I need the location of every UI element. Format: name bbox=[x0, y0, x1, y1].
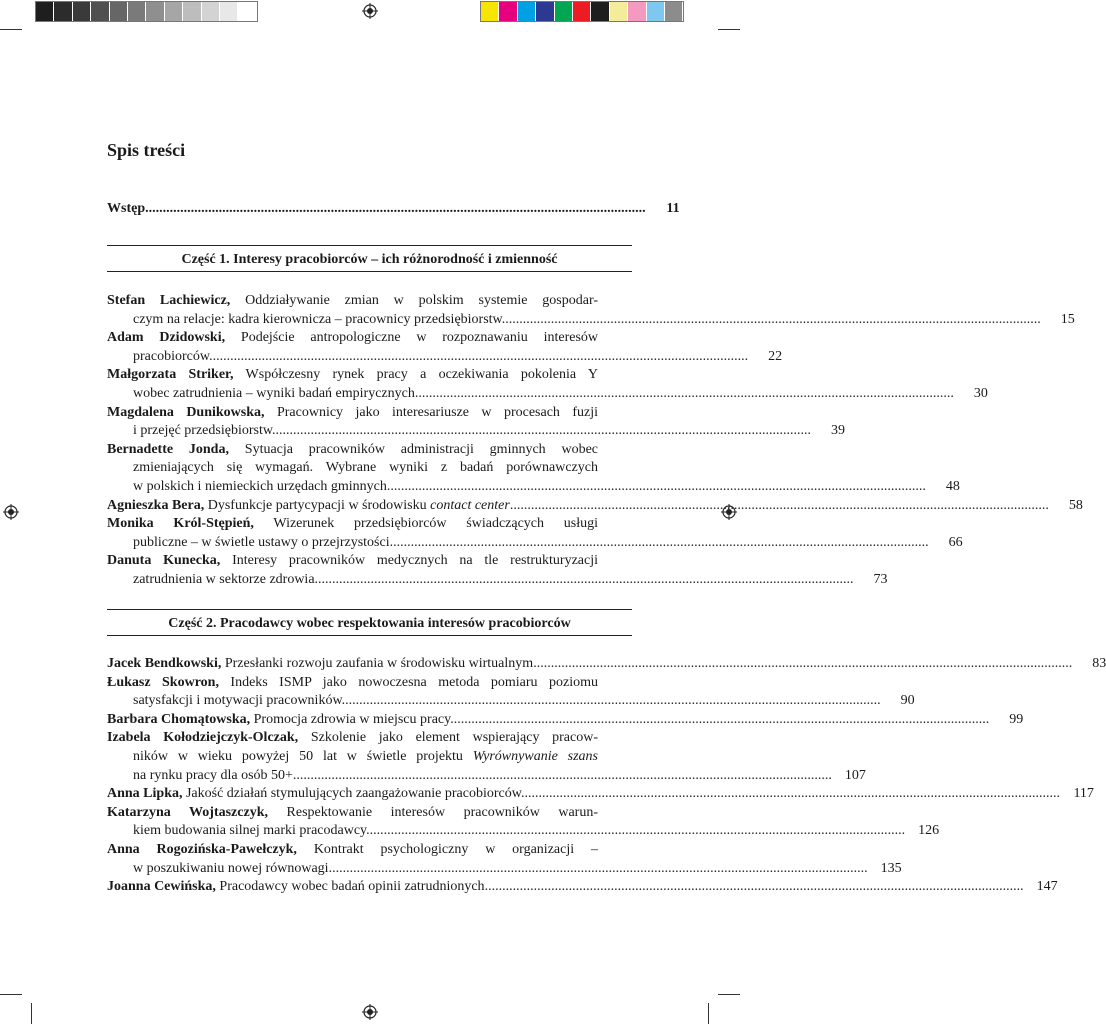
toc-entry-title-line: w polskich i niemieckich urzędach gminnych bbox=[133, 478, 387, 494]
toc-entry-title-line: satysfakcji i motywacji pracowników bbox=[133, 693, 342, 709]
color-swatch bbox=[591, 2, 609, 21]
color-swatch bbox=[54, 2, 72, 21]
color-swatch bbox=[220, 2, 238, 21]
leader-dots: .......................................................................................................................................................... bbox=[386, 478, 926, 494]
leader-dots: .......................................................................................................................................................... bbox=[484, 879, 1024, 895]
toc-entry[interactable] bbox=[107, 366, 988, 403]
crop-mark bbox=[0, 994, 22, 995]
leader-dots: .......................................................................................................................................................... bbox=[272, 423, 812, 439]
toc-entry-title-line: Wizerunek przedsiębiorców świadczących usługi bbox=[273, 516, 598, 532]
toc-entry-page: 58 bbox=[1068, 497, 1083, 513]
color-swatch bbox=[628, 2, 646, 21]
toc-entry[interactable] bbox=[107, 441, 960, 497]
leader-dots: .......................................................................................................................................................... bbox=[450, 711, 990, 727]
toc-entry-page: 90 bbox=[900, 693, 915, 709]
part-2-entries bbox=[107, 655, 1106, 897]
toc-entry-author: Anna Rogozińska-Pawełczyk, bbox=[107, 841, 297, 857]
toc-entry-author: Katarzyna Wojtaszczyk, bbox=[107, 804, 268, 820]
color-swatch bbox=[481, 2, 499, 21]
part-1-entries bbox=[107, 292, 1083, 590]
crop-mark bbox=[708, 1003, 709, 1024]
toc-entry-title-line: Promocja zdrowia w miejscu pracy bbox=[253, 711, 451, 727]
toc-entry-title-line: Oddziaływanie zmian w polskim systemie gospodar- bbox=[245, 293, 599, 308]
toc-entry-title-line: Interesy pracowników medycznych na tle restrukturyzacji bbox=[232, 553, 599, 569]
toc-entry-author: Jacek Bendkowski, bbox=[107, 656, 222, 671]
toc-entry[interactable] bbox=[107, 329, 783, 366]
leader-dots: .......................................................................................................................................................... bbox=[533, 656, 1073, 671]
toc-entry[interactable] bbox=[107, 878, 1058, 897]
toc-entry-author: Agnieszka Bera, bbox=[107, 497, 205, 513]
color-swatch bbox=[202, 2, 220, 21]
toc-entry-author: Bernadette Jonda, bbox=[107, 441, 229, 457]
toc-entry[interactable] bbox=[107, 841, 902, 878]
color-swatch bbox=[73, 2, 91, 21]
toc-entry-title-line: Kontrakt psychologiczny w organizacji – bbox=[313, 841, 598, 857]
toc-entry-author: Stefan Lachiewicz, bbox=[107, 293, 231, 308]
toc-entry-author: Izabela Kołodziejczyk-Olczak, bbox=[107, 730, 299, 746]
toc-entry-title-line: zmieniających się wymagań. Wybrane wyniki z badań porównawczych bbox=[133, 460, 598, 476]
toc-entry-title-line: Indeks ISMP jako nowoczesna metoda pomiaru poziomu bbox=[230, 674, 598, 690]
toc-entry-title-line: w poszukiwaniu nowej równowagi bbox=[133, 860, 329, 876]
leader-dots: .......................................................................................................................................................... bbox=[292, 767, 832, 783]
leader-dots: .......................................................................................................................................................... bbox=[520, 786, 1060, 802]
toc-entry-title-line: pracobiorców bbox=[133, 348, 210, 364]
color-swatch bbox=[146, 2, 164, 21]
color-swatch bbox=[91, 2, 109, 21]
toc-entry-title-line: Pracodawcy wobec badań opinii zatrudnionych bbox=[219, 879, 485, 895]
toc-entry-page: 48 bbox=[945, 478, 960, 494]
toc-entry-title-line: Dysfunkcje partycypacji w środowisku bbox=[207, 497, 431, 513]
toc-entry-title-line: Przesłanki rozwoju zaufania w środowisku wirtualnym bbox=[224, 656, 534, 671]
leader-dots: .......................................................................................................................................................... bbox=[366, 823, 906, 839]
toc-entry[interactable] bbox=[107, 804, 940, 841]
leader-dots: .......................................................................................................................................................... bbox=[328, 860, 868, 876]
toc-entry[interactable] bbox=[107, 655, 1106, 674]
toc-entry[interactable] bbox=[107, 515, 963, 552]
toc-entry[interactable] bbox=[107, 292, 1075, 329]
color-swatch bbox=[536, 2, 554, 21]
toc-entry-author: Łukasz Skowron, bbox=[107, 674, 219, 690]
toc-entry[interactable] bbox=[107, 552, 888, 589]
crop-mark bbox=[718, 29, 740, 30]
toc-entry-author: Joanna Cewińska, bbox=[107, 879, 216, 895]
crop-mark bbox=[718, 994, 740, 995]
color-swatch bbox=[610, 2, 628, 21]
toc-entry-title-line: ników w wieku powyżej 50 lat w świetle projektu bbox=[133, 748, 473, 764]
color-swatch bbox=[238, 2, 256, 21]
toc-entry-page: 73 bbox=[873, 571, 888, 587]
toc-entry-title-line: i przejęć przedsiębiorstw bbox=[133, 423, 273, 439]
color-swatch bbox=[518, 2, 536, 21]
toc-entry-page: 39 bbox=[831, 423, 846, 439]
leader-dots: .......................................................................................................................................................... bbox=[341, 693, 881, 709]
toc-entry-label: Wstęp bbox=[107, 201, 146, 216]
toc-entry-intro[interactable]: Wstęp............................................................................................................................................... 11 bbox=[107, 200, 632, 219]
leader-dots: .......................................................................................................................................................... bbox=[389, 534, 929, 550]
part-1-heading: Część 1. Interesy pracobiorców – ich różnorodność i zmienność bbox=[107, 245, 632, 272]
toc-entry-page: 107 bbox=[844, 767, 866, 783]
leader-dots: .......................................................................................................................................................... bbox=[314, 571, 854, 587]
toc-entry[interactable] bbox=[107, 404, 846, 441]
toc-entry-page: 66 bbox=[948, 534, 963, 550]
toc-entry-author: Barbara Chomątowska, bbox=[107, 711, 251, 727]
color-swatch bbox=[647, 2, 665, 21]
color-swatch bbox=[555, 2, 573, 21]
toc-entry-title-line: publiczne – w świetle ustawy o przejrzystości bbox=[133, 534, 390, 550]
toc-entry-title-italic: contact center bbox=[430, 497, 510, 513]
toc-entry-title-line: zatrudnienia w sektorze zdrowia bbox=[133, 571, 315, 587]
toc-entry-title-line: Szkolenie jako element wspierający pracow- bbox=[310, 730, 599, 746]
toc-entry-title-line: Sytuacja pracowników administracji gminnych wobec bbox=[244, 441, 599, 457]
toc-entry-title-line: Jakość działań stymulujących zaangażowanie pracobiorców bbox=[185, 786, 521, 802]
toc-entry-author: Małgorzata Striker, bbox=[107, 367, 234, 383]
leader-dots: .......................................................................................................................................................... bbox=[414, 385, 954, 401]
registration-mark-icon bbox=[362, 3, 378, 19]
toc-entry-title-italic: Wyrównywanie szans bbox=[472, 748, 598, 764]
toc-entry-page: 11 bbox=[666, 201, 680, 216]
toc-entry-author: Magdalena Dunikowska, bbox=[107, 404, 265, 420]
crop-mark bbox=[31, 1003, 32, 1024]
leader-dots: .......................................................................................................................................................... bbox=[501, 311, 1041, 327]
toc-entry[interactable] bbox=[107, 729, 866, 785]
toc-entry-title-line: Respektowanie interesów pracowników warun- bbox=[286, 804, 598, 820]
toc-entry-author: Adam Dzidowski, bbox=[107, 330, 226, 346]
leader-dots: .......................................................................................................................................................... bbox=[209, 348, 749, 364]
toc-entry-page: 22 bbox=[768, 348, 783, 364]
toc-entry-title-line: Współczesny rynek pracy a oczekiwania pokolenia Y bbox=[245, 367, 598, 383]
leader-dots: .......................................................................................................................................................... bbox=[509, 497, 1049, 513]
toc-entry-page: 117 bbox=[1073, 786, 1094, 802]
toc-entry-title-line: czym na relacje: kadra kierownicza – pracownicy przedsiębiorstw bbox=[133, 311, 502, 327]
toc-entry-author: Monika Król-Stępień, bbox=[107, 516, 254, 532]
registration-mark-icon bbox=[3, 504, 19, 520]
registration-mark-icon bbox=[362, 1004, 378, 1020]
part-2-heading: Część 2. Pracodawcy wobec respektowania interesów pracobiorców bbox=[107, 609, 632, 636]
color-swatch bbox=[165, 2, 183, 21]
toc-entry-author: Danuta Kunecka, bbox=[107, 553, 221, 569]
cmyk-color-bar bbox=[480, 1, 684, 22]
color-swatch bbox=[128, 2, 146, 21]
color-swatch bbox=[665, 2, 683, 21]
crop-mark bbox=[0, 29, 22, 30]
toc-entry-title-line: na rynku pracy dla osób 50+ bbox=[133, 767, 293, 783]
grayscale-color-bar bbox=[35, 1, 258, 22]
page-title: Spis treści bbox=[107, 140, 186, 160]
toc-entry-page: 15 bbox=[1060, 311, 1075, 327]
color-swatch bbox=[573, 2, 591, 21]
toc-entry[interactable] bbox=[107, 674, 915, 711]
toc-entry-title-line: kiem budowania silnej marki pracodawcy bbox=[133, 823, 367, 839]
toc-entry-page: 147 bbox=[1036, 879, 1058, 895]
toc-entry-page: 30 bbox=[973, 385, 988, 401]
toc-entry[interactable] bbox=[107, 785, 1094, 804]
toc-entry-page: 99 bbox=[1009, 711, 1024, 727]
toc-entry-page: 135 bbox=[880, 860, 902, 876]
toc-entry-page: 126 bbox=[918, 823, 940, 839]
toc-entry-title-line: Podejście antropologiczne w rozpoznawaniu interesów bbox=[240, 330, 599, 346]
color-swatch bbox=[499, 2, 517, 21]
color-swatch bbox=[36, 2, 54, 21]
color-swatch bbox=[183, 2, 201, 21]
color-swatch bbox=[110, 2, 128, 21]
toc-entry[interactable] bbox=[107, 497, 1083, 516]
toc-entry-title-line: Pracownicy jako interesariusze w procesach fuzji bbox=[276, 404, 599, 420]
toc-entry-author: Anna Lipka, bbox=[107, 786, 183, 802]
toc-entry-page: 83 bbox=[1092, 656, 1106, 671]
toc-entry-title-line: wobec zatrudnienia – wyniki badań empirycznych bbox=[133, 385, 415, 401]
toc-entry[interactable] bbox=[107, 711, 1024, 730]
